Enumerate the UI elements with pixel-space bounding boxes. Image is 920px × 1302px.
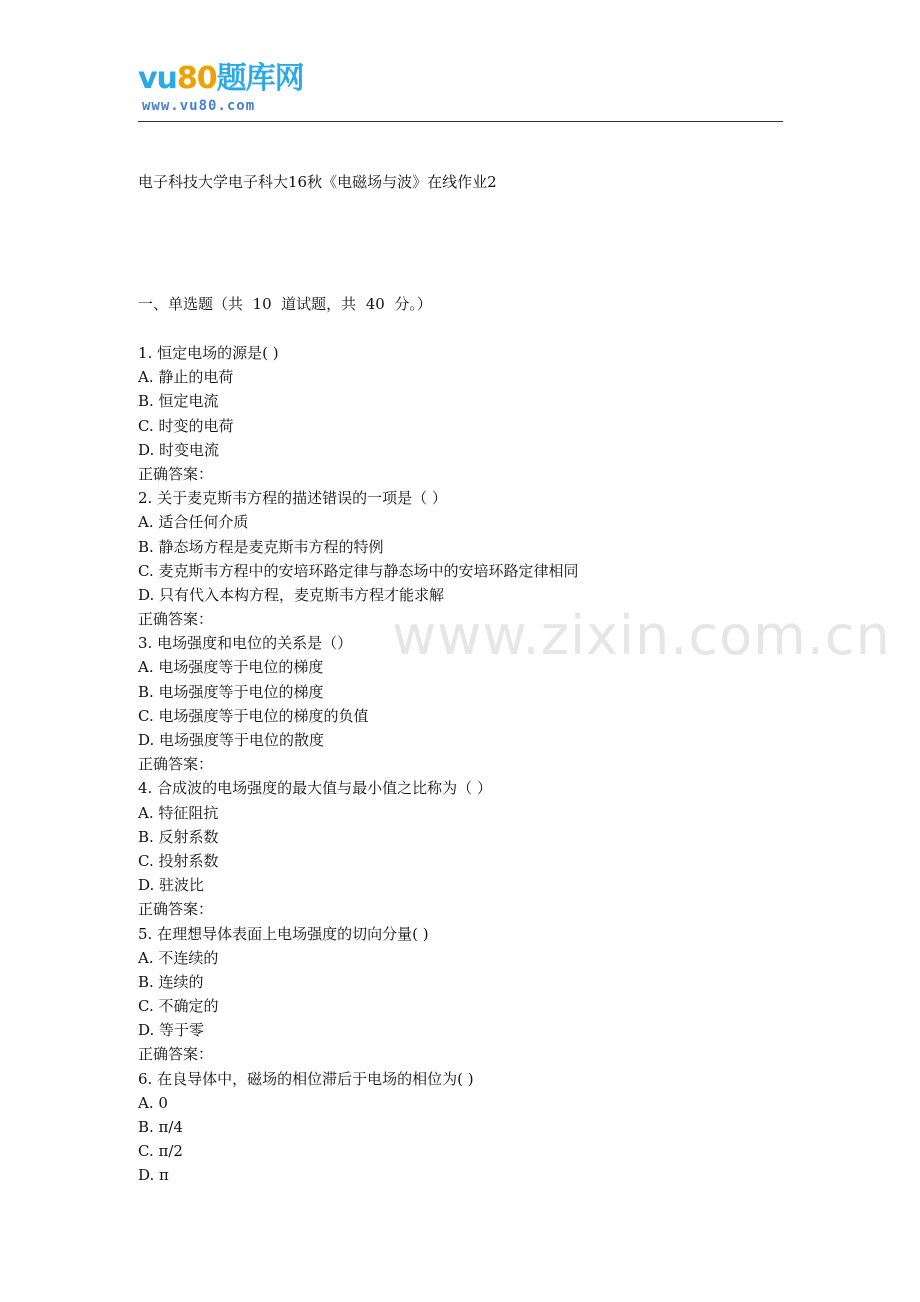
answer-option: D. 驻波比 xyxy=(138,876,205,895)
answer-option: D. 时变电流 xyxy=(138,440,220,459)
answer-option: D. 电场强度等于电位的散度 xyxy=(138,731,325,749)
logo-url: www.vu80.com xyxy=(142,98,256,114)
question-stem: 2. 关于麦克斯韦方程的描述错误的一项是（ ） xyxy=(138,489,447,508)
answer-option: C. 电场强度等于电位的梯度的负值 xyxy=(138,706,369,725)
answer-option: B. 反射系数 xyxy=(138,827,219,846)
site-logo xyxy=(138,62,328,120)
answer-option: C. 麦克斯韦方程中的安培环路定律与静态场中的安培环路定律相同 xyxy=(138,561,579,580)
question-stem: 1. 恒定电场的源是( ) xyxy=(138,344,279,362)
answer-option: D. 等于零 xyxy=(138,1021,205,1040)
watermark: www.zixin.com.cn xyxy=(392,604,891,667)
answer-option: A. 静止的电荷 xyxy=(138,368,234,387)
header-divider xyxy=(138,121,783,122)
answer-option: B. 恒定电流 xyxy=(138,392,219,411)
question-stem: 6. 在良导体中，磁场的相位滞后于电场的相位为( ) xyxy=(138,1069,474,1088)
question-block xyxy=(138,776,798,921)
answer-option: A. 0 xyxy=(138,1093,168,1112)
logo-brand: vu80题库网 xyxy=(138,61,304,96)
question-block xyxy=(138,341,798,486)
answer-option: D. π xyxy=(138,1166,169,1185)
question-block xyxy=(138,486,798,631)
question-block xyxy=(138,631,798,776)
answer-option: A. 电场强度等于电位的梯度 xyxy=(138,658,324,677)
question-list xyxy=(138,341,798,1188)
question-stem: 4. 合成波的电场强度的最大值与最小值之比称为（ ） xyxy=(138,779,492,798)
answer-option: B. π/4 xyxy=(138,1118,184,1136)
answer-option: B. 电场强度等于电位的梯度 xyxy=(138,682,324,701)
answer-option: B. 静态场方程是麦克斯韦方程的特例 xyxy=(138,537,384,556)
correct-answer-label: 正确答案： xyxy=(138,900,214,919)
question-block xyxy=(138,922,798,1067)
answer-option: A. 特征阻抗 xyxy=(138,803,219,822)
answer-option: A. 适合任何介质 xyxy=(138,513,249,532)
section-heading: 一、单选题（共 10 道试题，共 40 分。） xyxy=(138,295,432,313)
document-title: 电子科技大学电子科大16秋《电磁场与波》在线作业2 xyxy=(138,173,497,191)
answer-option: C. 不确定的 xyxy=(138,997,219,1016)
correct-answer-label: 正确答案： xyxy=(138,464,214,483)
correct-answer-label: 正确答案： xyxy=(138,755,214,774)
question-block xyxy=(138,1067,798,1188)
question-stem: 3. 电场强度和电位的关系是（） xyxy=(138,634,353,653)
answer-option: C. 时变的电荷 xyxy=(138,416,234,435)
question-stem: 5. 在理想导体表面上电场强度的切向分量( ) xyxy=(138,924,429,943)
answer-option: A. 不连续的 xyxy=(138,948,219,967)
correct-answer-label: 正确答案： xyxy=(138,610,214,629)
answer-option: C. π/2 xyxy=(138,1142,183,1161)
answer-option: C. 投射系数 xyxy=(138,851,219,870)
answer-option: B. 连续的 xyxy=(138,972,204,991)
answer-option: D. 只有代入本构方程，麦克斯韦方程才能求解 xyxy=(138,585,445,604)
correct-answer-label: 正确答案： xyxy=(138,1045,214,1064)
